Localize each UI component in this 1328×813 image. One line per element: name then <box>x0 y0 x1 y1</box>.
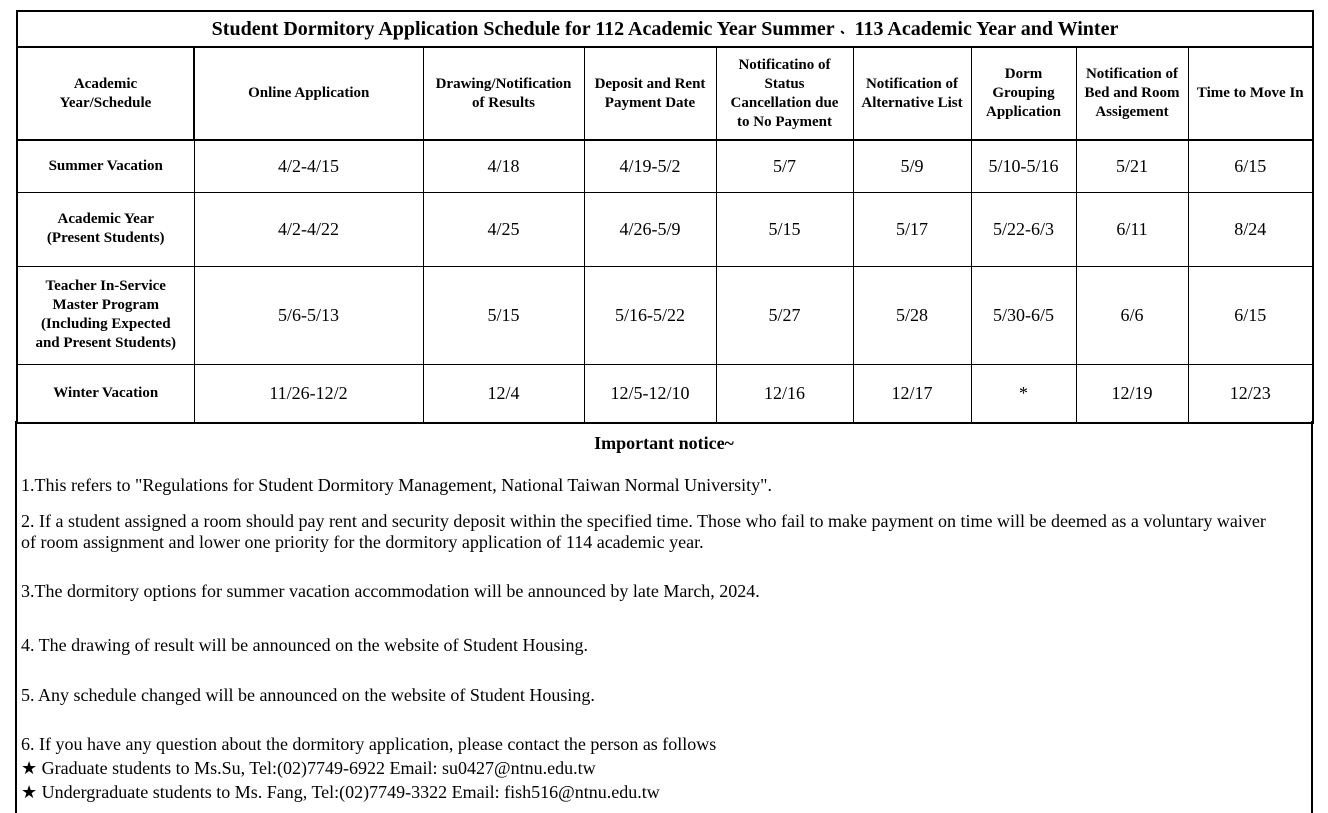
notice-item: 6. If you have any question about the dormitory application, please contact the person as follows <box>21 734 717 754</box>
column-header <box>1076 47 1188 140</box>
schedule-date-cell: 4/26-5/9 <box>584 192 716 266</box>
page-title: Student Dormitory Application Schedule for 112 Academic Year Summer 113 Academic Year and Winter <box>211 17 1119 40</box>
schedule-date-cell: 11/26-12/2 <box>194 364 423 423</box>
column-header-text: Notification of <box>865 75 959 92</box>
column-header <box>194 47 423 140</box>
column-header <box>716 47 853 140</box>
column-header-text: Notificatino of <box>738 56 831 73</box>
row-label <box>17 140 194 192</box>
row-label-text: and Present Students) <box>35 335 177 351</box>
ideographic-comma <box>835 21 855 35</box>
schedule-table-body <box>17 11 1313 423</box>
important-notice-section <box>15 421 1313 813</box>
schedule-date-cell: 5/10-5/16 <box>971 140 1076 192</box>
schedule-date-cell: 6/11 <box>1076 192 1188 266</box>
table-row <box>17 192 1313 266</box>
schedule-table <box>16 10 1314 424</box>
column-header <box>1188 47 1313 140</box>
column-header <box>853 47 971 140</box>
row-label-text: (Including Expected <box>40 316 171 332</box>
row-label-text: Summer Vacation <box>48 157 163 174</box>
title-row <box>17 11 1313 47</box>
column-header-text: of Results <box>472 94 535 111</box>
column-header-text: Payment Date <box>604 94 696 111</box>
schedule-date-cell: 5/9 <box>853 140 971 192</box>
notice-heading: Important notice~ <box>594 433 734 453</box>
schedule-date-cell: 4/19-5/2 <box>584 140 716 192</box>
schedule-date-cell: 4/18 <box>423 140 584 192</box>
column-header <box>971 47 1076 140</box>
column-header-text: Status <box>764 75 805 92</box>
schedule-date-cell: 5/21 <box>1076 140 1188 192</box>
schedule-date-cell: 12/23 <box>1188 364 1313 423</box>
schedule-date-cell: 5/17 <box>853 192 971 266</box>
row-label <box>17 364 194 423</box>
table-row <box>17 364 1313 423</box>
row-label-text: Master Program <box>52 297 159 313</box>
schedule-date-cell: 12/4 <box>423 364 584 423</box>
row-label-text: Academic Year <box>57 211 154 227</box>
schedule-date-cell: 6/15 <box>1188 266 1313 364</box>
schedule-date-cell: 5/15 <box>423 266 584 364</box>
title-cell <box>17 11 1313 47</box>
schedule-date-cell: 4/2-4/15 <box>194 140 423 192</box>
schedule-date-cell: 6/6 <box>1076 266 1188 364</box>
schedule-date-cell: 12/5-12/10 <box>584 364 716 423</box>
table-row <box>17 266 1313 364</box>
column-header <box>17 47 194 140</box>
row-label-text: Teacher In-Service <box>45 278 166 294</box>
column-header-text: Time to Move In <box>1196 85 1304 101</box>
notice-item: 4. The drawing of result will be announced on the website of Student Housing. <box>21 635 589 655</box>
column-header-text: Year/Schedule <box>59 94 152 111</box>
schedule-date-cell: 8/24 <box>1188 192 1313 266</box>
schedule-date-cell: 5/27 <box>716 266 853 364</box>
schedule-date-cell: 5/30-6/5 <box>971 266 1076 364</box>
column-header-text: Assigement <box>1095 104 1169 120</box>
column-header-text: Drawing/Notification <box>435 75 572 92</box>
row-label <box>17 192 194 266</box>
column-header-text: to No Payment <box>737 113 832 130</box>
column-header <box>423 47 584 140</box>
schedule-date-cell: 12/19 <box>1076 364 1188 423</box>
schedule-date-cell: 5/22-6/3 <box>971 192 1076 266</box>
notice-item: 5. Any schedule changed will be announced on the website of Student Housing. <box>21 685 595 705</box>
column-header-text: Application <box>985 104 1061 120</box>
schedule-date-cell: 12/16 <box>716 364 853 423</box>
notice-item: 2. If a student assigned a room should pay rent and security deposit within the specified time. Those who fail to make payment on time will be deemed as a voluntary waiver of room assignment and lower one priority for the dormitory application of 114 academic year. <box>21 511 1266 552</box>
schedule-date-cell: 5/15 <box>716 192 853 266</box>
column-header-text: Notification of <box>1085 66 1179 82</box>
table-row <box>17 140 1313 192</box>
column-header-text: Dorm <box>1004 66 1043 82</box>
header-row <box>17 47 1313 140</box>
row-label-text: Winter Vacation <box>53 384 159 401</box>
notice-item: 1.This refers to "Regulations for Student Dormitory Management, National Taiwan Normal University". <box>21 475 772 495</box>
schedule-date-cell: 4/2-4/22 <box>194 192 423 266</box>
schedule-date-cell: 5/6-5/13 <box>194 266 423 364</box>
contact-line: ★ Graduate students to Ms.Su, Tel:(02)7749-6922 Email: su0427@ntnu.edu.tw <box>21 758 596 778</box>
column-header-text: Cancellation due <box>730 94 839 111</box>
column-header <box>584 47 716 140</box>
column-header-text: Academic <box>73 75 138 92</box>
column-header-text: Online Application <box>248 85 370 101</box>
schedule-date-cell: 5/16-5/22 <box>584 266 716 364</box>
schedule-date-cell: 6/15 <box>1188 140 1313 192</box>
column-header-text: Deposit and Rent <box>594 75 706 92</box>
schedule-date-cell: 5/28 <box>853 266 971 364</box>
column-header-text: Grouping <box>992 85 1055 101</box>
schedule-date-cell: 5/7 <box>716 140 853 192</box>
schedule-date-cell: * <box>971 364 1076 423</box>
column-header-text: Bed and Room <box>1084 85 1180 101</box>
column-header-text: Alternative List <box>861 94 963 111</box>
row-label-text: (Present Students) <box>46 230 165 246</box>
schedule-date-cell: 12/17 <box>853 364 971 423</box>
row-label <box>17 266 194 364</box>
notice-item: 3.The dormitory options for summer vacation accommodation will be announced by late March, 2024. <box>21 581 760 601</box>
contact-line: ★ Undergraduate students to Ms. Fang, Tel:(02)7749-3322 Email: fish516@ntnu.edu.tw <box>21 782 660 802</box>
schedule-date-cell: 4/25 <box>423 192 584 266</box>
